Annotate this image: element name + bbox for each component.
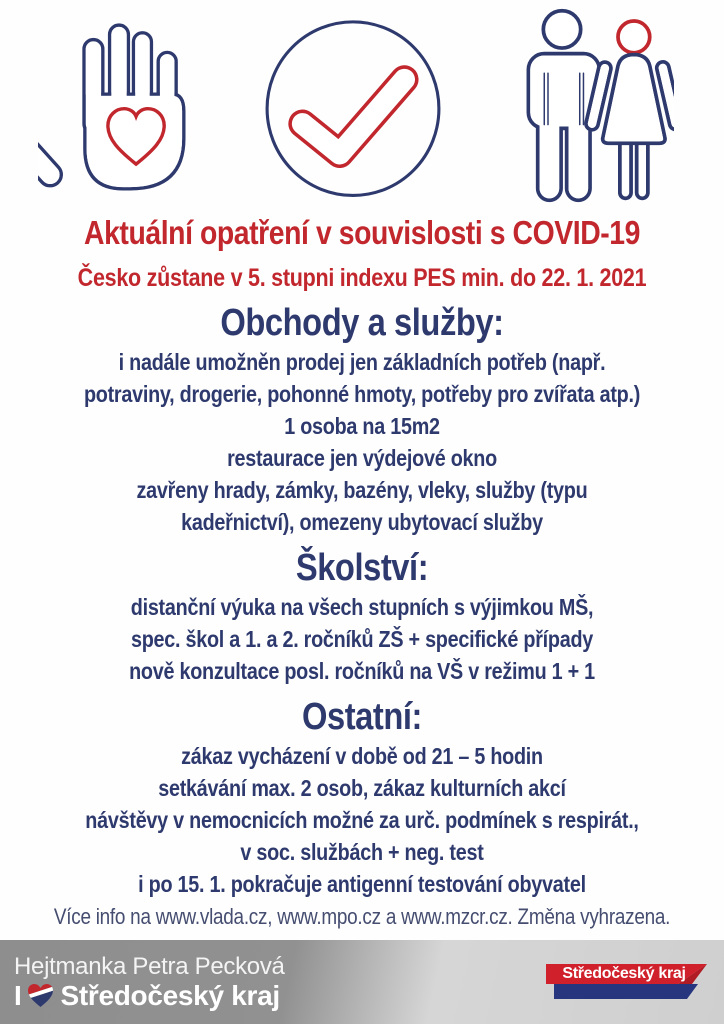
man-head [543,11,580,48]
section-skolstvi [51,545,674,687]
checkmark-circle-icon [260,18,446,202]
section-line: kadeřnictví), omezeny ubytovací služby [181,509,543,535]
region-flag-badge [546,963,708,1001]
footer-bar [0,940,724,1024]
icons-row [0,0,724,200]
section-heading: Ostatní: [301,696,423,738]
badge-label: Středočeský kraj [562,964,686,982]
poster-subtitle: Česko zůstane v 5. stupni indexu PES min. do 22. 1. 2021 [77,264,647,292]
section-line: i nadále umožněn prodej jen základních potřeb (např. [118,349,606,375]
section-line: 1 osoba na 15m2 [284,413,440,439]
i-letter: I [14,979,22,1011]
governor-name: Hejtmanka Petra Pecková [14,952,285,980]
section-line: spec. škol a 1. a 2. ročníků ZŠ + specifické případy [130,626,594,652]
region-brand-text: Středočeský kraj [60,979,280,1011]
section-line: nově konzultace posl. ročníků na VŠ v režimu 1 + 1 [129,658,595,684]
poster-title: Aktuální opatření v souvislosti s COVID-19 [84,214,640,251]
section-line: návštěvy v nemocnicích možné za urč. podmínek s respirát., [85,807,639,833]
i-love-region-logo [14,981,285,1011]
section-obchody-a-sluzby [51,300,674,538]
woman-head-red [618,21,650,53]
section-ostatni [51,694,674,900]
section-line: i po 15. 1. pokračuje antigenní testování obyvatel [138,871,586,897]
section-line: v soc. službách + neg. test [240,839,484,865]
section-line: setkávání max. 2 osob, zákaz kulturních akcí [158,775,566,801]
section-line: zavřeny hrady, zámky, bazény, vleky, služby (typu [136,477,588,503]
section-heading: Školství: [295,547,429,589]
striped-heart-icon [27,983,54,1008]
footer-identity [14,954,285,1011]
section-line: restaurace jen výdejové okno [227,445,497,471]
content-column [51,200,674,932]
section-line: zákaz vycházení v době od 21 – 5 hodin [181,743,543,769]
section-heading: Obchody a služby: [220,302,504,344]
hand-with-heart-icon [38,6,200,202]
more-info-note: Více info na www.vlada.cz, www.mpo.cz a www.mzcr.cz. Změna vyhrazena. [53,904,671,929]
section-line: potraviny, drogerie, pohonné hmoty, potřeby pro zvířata atp.) [83,381,641,407]
couple-icon [506,6,674,204]
section-line: distanční výuka na všech stupních s výjimkou MŠ, [130,594,594,620]
